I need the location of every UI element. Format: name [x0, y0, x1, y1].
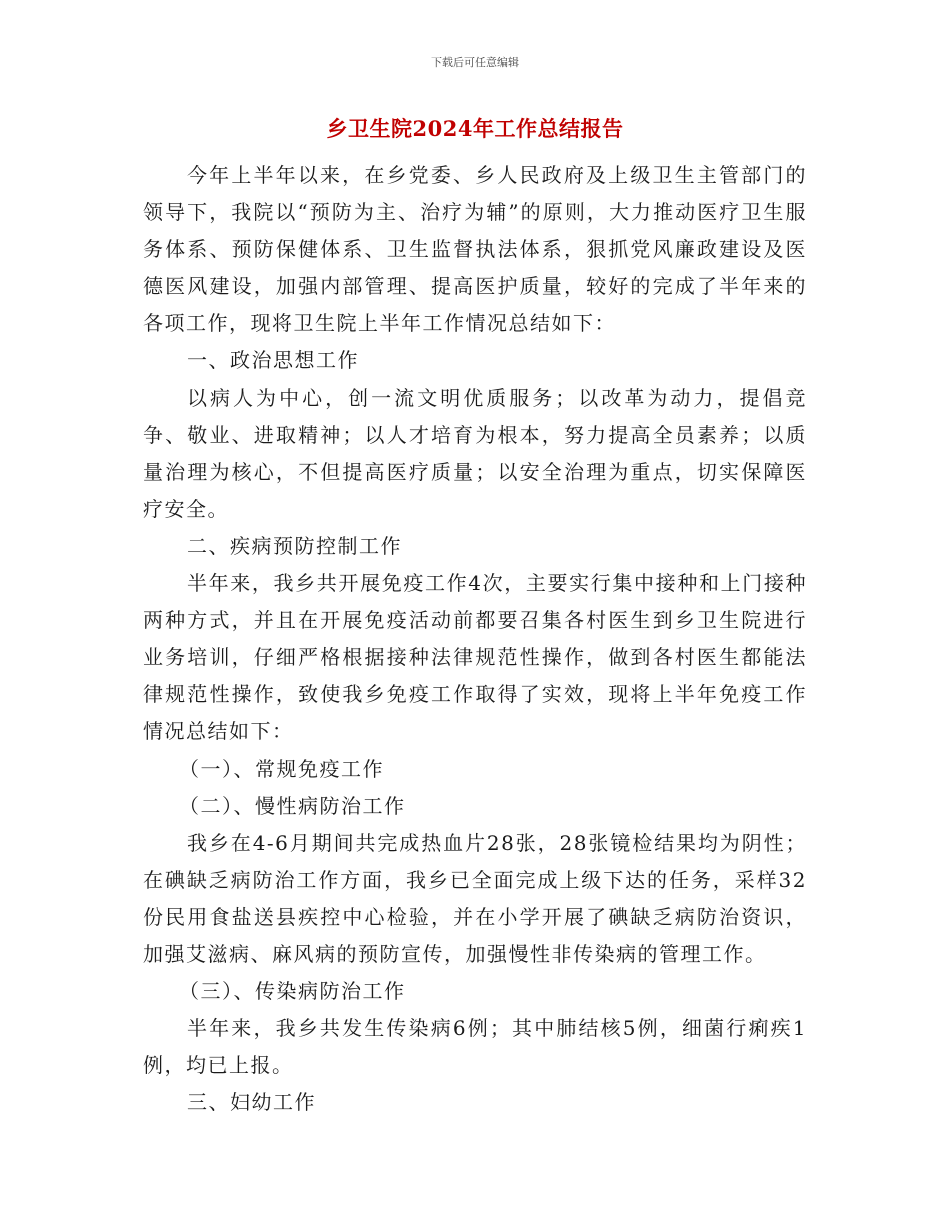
header-note: 下载后可任意编辑 [431, 56, 519, 69]
document-title: 乡卫生院2024年工作总结报告 [326, 116, 624, 141]
paragraph-infectious-disease: 半年来，我乡共发生传染病6例；其中肺结核5例，细菌行痢疾1例，均已上报。 [143, 1016, 807, 1078]
subsection-heading-infectious-disease: （三）、传染病防治工作 [179, 979, 406, 1004]
subsection-heading-chronic-disease: （二）、慢性病防治工作 [179, 793, 406, 818]
subsection-heading-routine-immunization: （一）、常规免疫工作 [179, 756, 384, 781]
section-heading-political: 一、政治思想工作 [187, 348, 359, 373]
paragraph-intro: 今年上半年以来，在乡党委、乡人民政府及上级卫生主管部门的领导下，我院以“预防为主、治疗为辅”的原则，大力推动医疗卫生服务体系、预防保健体系、卫生监督执法体系，狠抓党风廉政建设及医德医风建设，加强内部管理、提高医护质量，较好的完成了半年来的各项工作，现将卫生院上半年工作情况总结如下： [143, 163, 807, 336]
document-body [143, 157, 807, 1121]
paragraph-immunization: 半年来，我乡共开展免疫工作4次，主要实行集中接种和上门接种两种方式，并且在开展免疫活动前都要召集各村医生到乡卫生院进行业务培训，仔细严格根据接种法律规范性操作，做到各村医生都能法律规范性操作，致使我乡免疫工作取得了实效，现将上半年免疫工作情况总结如下： [143, 571, 807, 744]
section-heading-disease-control: 二、疾病预防控制工作 [187, 533, 402, 558]
paragraph-chronic-disease: 我乡在4-6月期间共完成热血片28张，28张镜检结果均为阴性；在碘缺乏病防治工作方面，我乡已全面完成上级下达的任务，采样32份民用食盐送县疾控中心检验，并在小学开展了碘缺乏病防治资识，加强艾滋病、麻风病的预防宣传，加强慢性非传染病的管理工作。 [143, 830, 807, 966]
paragraph-political: 以病人为中心，创一流文明优质服务；以改革为动力，提倡竞争、敬业、进取精神；以人才培育为根本，努力提高全员素养；以质量治理为核心，不但提高医疗质量；以安全治理为重点，切实保障医疗安全。 [143, 385, 807, 521]
section-heading-maternal-child: 三、妇幼工作 [187, 1090, 316, 1115]
